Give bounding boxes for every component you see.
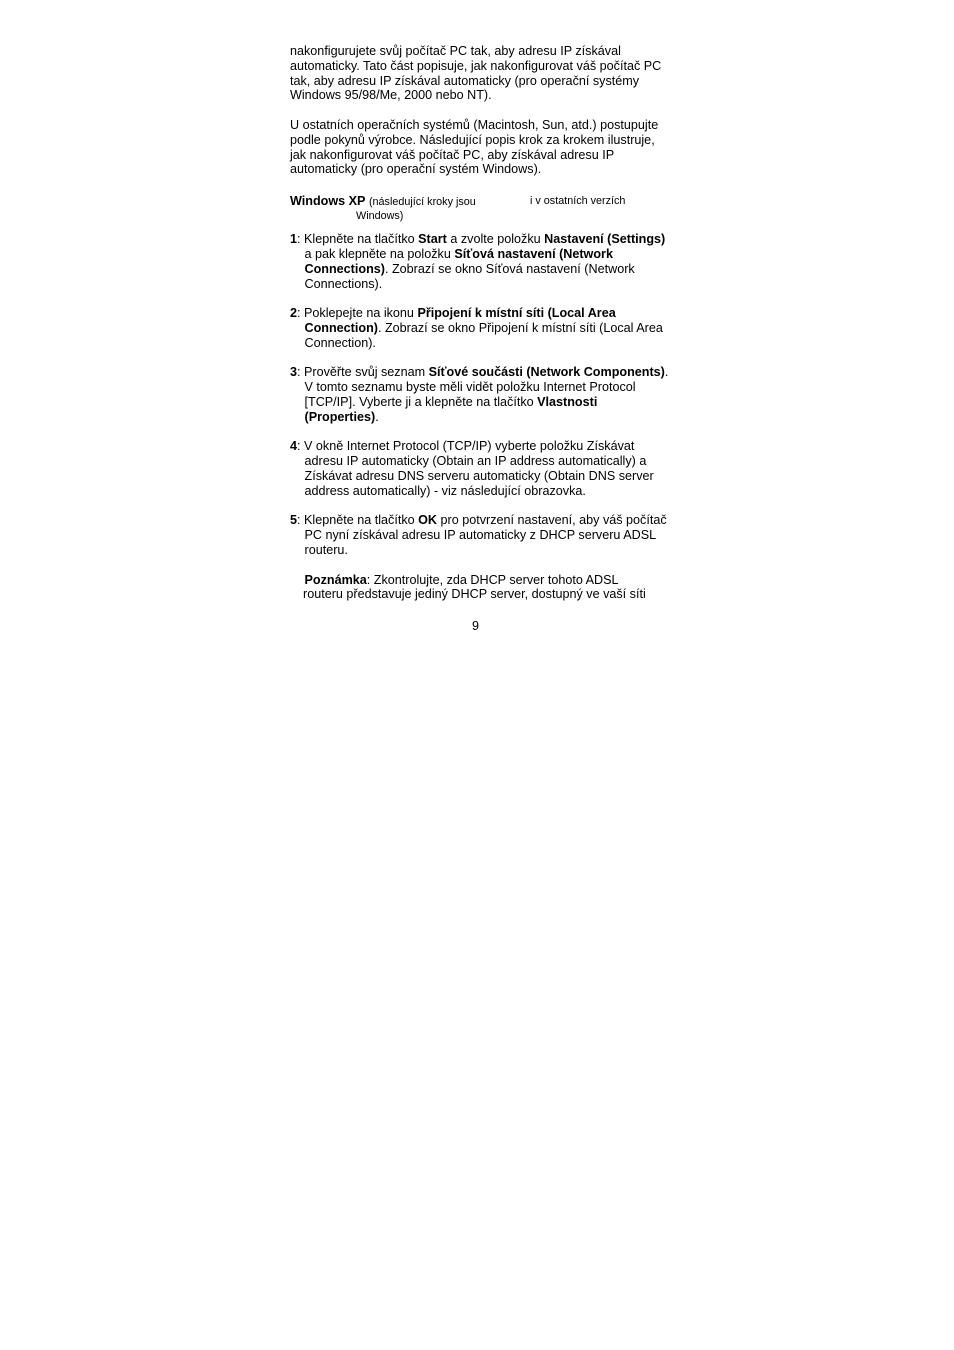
heading-subtitle-c: Windows) <box>356 210 404 223</box>
step-number: 4 <box>290 439 298 454</box>
note-line-1: Poznámka: Zkontrolujte, zda DHCP server tohoto ADSL <box>304 572 619 587</box>
step-4: 4: V okně Internet Protocol (TCP/IP) vyberte položku Získávat adresu IP automaticky (Obtain an IP address automatically) a Získávat adresu DNS serveru automaticky (Obtain DNS server address automatically) - viz následující obrazovka. <box>290 439 654 498</box>
heading-subtitle-b: i v ostatních verzích <box>530 195 626 208</box>
step-number: 1 <box>290 232 298 247</box>
step-number: 3 <box>290 365 298 380</box>
heading-subtitle-a: (následující kroky jsou <box>368 196 476 209</box>
step-number: 5 <box>290 513 298 528</box>
intro-paragraph-2: U ostatních operačních systémů (Macintosh, Sun, atd.) postupujte podle pokynů výrobce. Následující popis krok za krokem ilustruje, jak nakonfigurovat váš počítač PC, aby získával adresu IP automaticky (pro operační systém Windows). <box>290 117 659 177</box>
step-1: 1: Klepněte na tlačítko Start a zvolte položku Nastavení (Settings) a pak klepněte na položku Síťová nastavení (Network Connections). Zobrazí se okno Síťová nastavení (Network Connections). <box>290 232 666 291</box>
step-3: 3: Prověřte svůj seznam Síťové součásti (Network Components). V tomto seznamu byste měli vidět položku Internet Protocol [TCP/IP]. Vyberte ji a klepněte na tlačítko Vlastnosti (Properties). <box>290 365 669 424</box>
note-line-2: routeru představuje jediný DHCP server, dostupný ve vaší síti <box>303 587 646 602</box>
step-2: 2: Poklepejte na ikonu Připojení k místní síti (Local Area Connection). Zobrazí se okno Připojení k místní síti (Local Area Connection). <box>290 306 663 350</box>
windows-xp-heading <box>290 194 670 224</box>
step-5: 5: Klepněte na tlačítko OK pro potvrzení nastavení, aby váš počítač PC nyní získával adresu IP automaticky z DHCP serveru ADSL routeru. <box>290 513 667 557</box>
heading-title: Windows XP <box>290 194 366 209</box>
page-number: 9 <box>472 619 480 633</box>
intro-paragraph-1: nakonfigurujete svůj počítač PC tak, aby adresu IP získával automaticky. Tato část popisuje, jak nakonfigurovat váš počítač PC tak, aby adresu IP získával automaticky (pro operační systémy Windows 95/98/Me, 2000 nebo NT). <box>290 44 662 103</box>
document-page <box>290 44 670 602</box>
note-label: Poznámka <box>304 572 367 587</box>
step-number: 2 <box>290 306 298 321</box>
